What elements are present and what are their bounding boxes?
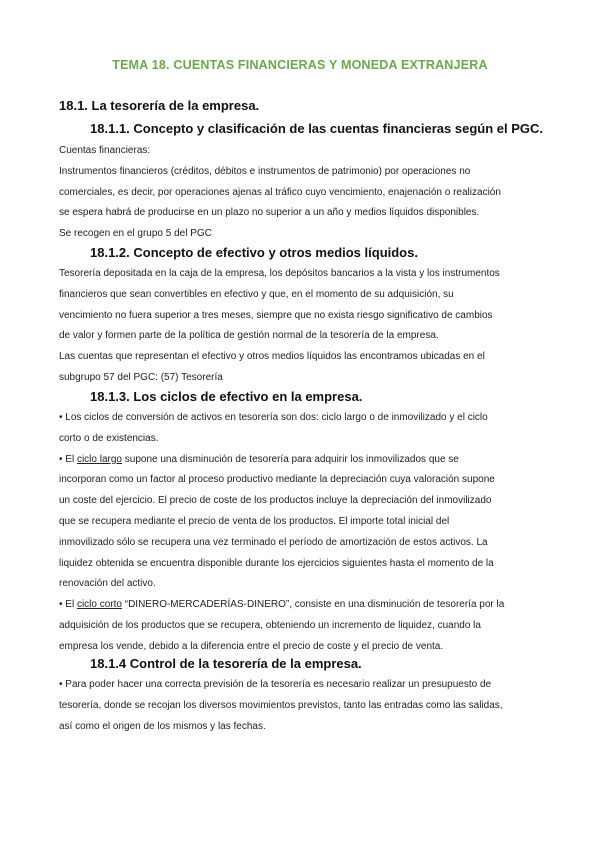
paragraph-line: un coste del ejercicio. El precio de coste de los productos incluye la depreciación del inmovilizado — [59, 495, 492, 507]
subsection-body-18-1-2 — [59, 264, 551, 389]
paragraph-line: financieros que sean convertibles en efectivo y que, en el momento de su adquisición, su — [59, 288, 454, 300]
paragraph-line: Tesorería depositada en la caja de la empresa, los depósitos bancarios a la vista y los instrumentos — [59, 268, 500, 279]
paragraph-text: supone una disminución de tesorería para adquirir los inmovilizados que se — [121, 453, 459, 465]
bullet-prefix: • El — [59, 599, 77, 611]
paragraph-line — [59, 595, 551, 616]
paragraph-line: • Para poder hacer una correcta previsión de la tesorería es necesario realizar un presupuesto de — [59, 679, 492, 690]
bullet-prefix: • El — [59, 453, 77, 465]
paragraph-line: vencimiento no fuera superior a tres meses, siempre que no exista riesgo significativo de cambios — [59, 309, 493, 321]
paragraph-line: subgrupo 57 del PGC: (57) Tesorería — [59, 371, 223, 383]
term-ciclo-corto: ciclo corto — [76, 599, 122, 611]
term-ciclo-largo: ciclo largo — [76, 453, 122, 465]
paragraph-text: “DINERO-MERCADERÍAS-DINERO”, consiste en una disminución de tesorería por la — [121, 599, 505, 611]
document-title: TEMA 18. CUENTAS FINANCIERAS Y MONEDA EXTRANJERA — [112, 58, 488, 72]
paragraph-line: se espera habrá de producirse en un plazo no superior a un año y medios líquidos disponibles. — [59, 207, 480, 219]
paragraph-line: incorporan como un factor al proceso productivo mediante la depreciación cuya valoración supone — [59, 474, 495, 486]
paragraph-line: liquidez obtenida se encuentra disponible durante los ejercicios siguientes hasta el momento de la — [59, 557, 494, 569]
paragraph-line — [59, 450, 551, 471]
paragraph-line: así como el origen de los mismos y las fechas. — [59, 720, 266, 732]
paragraph-line: adquisición de los productos que se recupera, obteniendo un incremento de liquidez, cuando la — [59, 619, 481, 631]
subsection-heading-18-1-2: 18.1.2. Concepto de efectivo y otros medios líquidos. — [90, 245, 418, 260]
paragraph-line: Instrumentos financieros (créditos, débitos e instrumentos de patrimonio) por operaciones no — [59, 165, 471, 177]
paragraph-line: empresa los vende, debido a la diferencia entre el precio de coste y el precio de venta. — [59, 640, 444, 652]
subsection-heading-18-1-3: 18.1.3. Los ciclos de efectivo en la empresa. — [90, 389, 363, 404]
paragraph-line: inmovilizado sólo se recupera una vez terminado el período de amortización de estos activos. La — [59, 536, 488, 548]
paragraph-line: Cuentas financieras: — [59, 145, 151, 156]
subsection-heading-18-1-1: 18.1.1. Concepto y clasificación de las cuentas financieras según el PGC. — [90, 121, 544, 136]
subsection-body-18-1-1 — [59, 141, 551, 245]
paragraph-line: comerciales, es decir, por operaciones ajenas al tráfico cuyo vencimiento, enajenación o realización — [59, 186, 501, 198]
paragraph-line: que se recupera mediante el precio de venta de los productos. El importe total inicial del — [59, 515, 450, 527]
section-heading-18-1: 18.1. La tesorería de la empresa. — [59, 98, 260, 113]
paragraph-line: tesorería, donde se recojan los diversos movimientos previstos, tanto las entradas como las salidas, — [59, 699, 503, 711]
paragraph-line: corto o de existencias. — [59, 432, 159, 444]
subsection-body-18-1-3 — [59, 408, 551, 658]
paragraph-line: • Los ciclos de conversión de activos en tesorería son dos: ciclo largo o de inmovilizado y el ciclo — [59, 412, 488, 423]
paragraph-line: renovación del activo. — [59, 578, 156, 590]
paragraph-line: de valor y formen parte de la política de gestión normal de la tesorería de la empresa. — [59, 330, 439, 342]
paragraph-line: Las cuentas que representan el efectivo y otros medios líquidos las encontramos ubicadas en el — [59, 351, 485, 363]
subsection-body-18-1-4 — [59, 675, 551, 737]
subsection-heading-18-1-4: 18.1.4 Control de la tesorería de la empresa. — [90, 656, 362, 671]
paragraph-line: Se recogen en el grupo 5 del PGC — [59, 228, 212, 240]
